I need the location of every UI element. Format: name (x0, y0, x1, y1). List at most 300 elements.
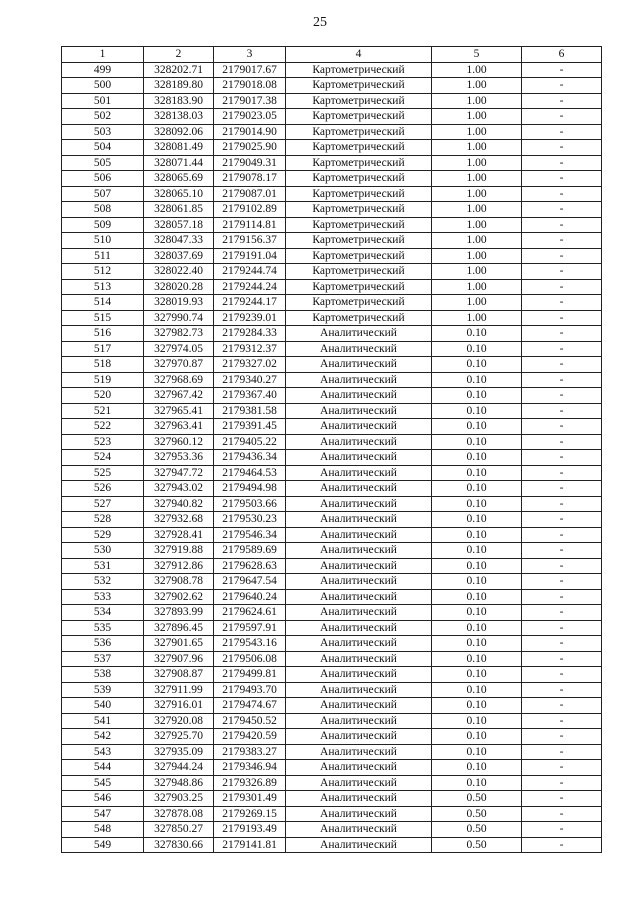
accuracy-cell: 1.00 (432, 264, 522, 280)
x-coordinate-cell: 327963.41 (144, 419, 214, 435)
accuracy-cell: 0.10 (432, 434, 522, 450)
y-coordinate-cell: 2179141.81 (214, 837, 286, 853)
table-row (62, 264, 602, 280)
note-cell: - (522, 403, 602, 419)
accuracy-cell: 1.00 (432, 233, 522, 249)
accuracy-cell: 0.10 (432, 682, 522, 698)
x-coordinate-cell: 328092.06 (144, 124, 214, 140)
accuracy-cell: 0.10 (432, 527, 522, 543)
x-coordinate-cell: 328065.10 (144, 186, 214, 202)
point-number-cell: 542 (62, 729, 144, 745)
accuracy-cell: 1.00 (432, 155, 522, 171)
method-cell: Картометрический (286, 310, 432, 326)
x-coordinate-cell: 327970.87 (144, 357, 214, 373)
table-row (62, 713, 602, 729)
accuracy-cell: 1.00 (432, 171, 522, 187)
table-row (62, 822, 602, 838)
method-cell: Аналитический (286, 512, 432, 528)
y-coordinate-cell: 2179102.89 (214, 202, 286, 218)
y-coordinate-cell: 2179474.67 (214, 698, 286, 714)
note-cell: - (522, 264, 602, 280)
x-coordinate-cell: 327967.42 (144, 388, 214, 404)
x-coordinate-cell: 327925.70 (144, 729, 214, 745)
column-header: 5 (432, 47, 522, 63)
point-number-cell: 501 (62, 93, 144, 109)
y-coordinate-cell: 2179589.69 (214, 543, 286, 559)
accuracy-cell: 0.10 (432, 651, 522, 667)
method-cell: Картометрический (286, 217, 432, 233)
accuracy-cell: 0.10 (432, 775, 522, 791)
note-cell: - (522, 233, 602, 249)
x-coordinate-cell: 327965.41 (144, 403, 214, 419)
method-cell: Картометрический (286, 295, 432, 311)
accuracy-cell: 0.10 (432, 388, 522, 404)
y-coordinate-cell: 2179244.17 (214, 295, 286, 311)
accuracy-cell: 1.00 (432, 186, 522, 202)
method-cell: Аналитический (286, 651, 432, 667)
method-cell: Аналитический (286, 682, 432, 698)
point-number-cell: 535 (62, 620, 144, 636)
accuracy-cell: 0.10 (432, 729, 522, 745)
x-coordinate-cell: 327940.82 (144, 496, 214, 512)
y-coordinate-cell: 2179640.24 (214, 589, 286, 605)
x-coordinate-cell: 327948.86 (144, 775, 214, 791)
x-coordinate-cell: 327960.12 (144, 434, 214, 450)
method-cell: Аналитический (286, 636, 432, 652)
note-cell: - (522, 155, 602, 171)
y-coordinate-cell: 2179018.08 (214, 78, 286, 94)
y-coordinate-cell: 2179193.49 (214, 822, 286, 838)
method-cell: Аналитический (286, 543, 432, 559)
table-row (62, 326, 602, 342)
method-cell: Картометрический (286, 202, 432, 218)
table-row (62, 248, 602, 264)
table-row (62, 78, 602, 94)
column-header: 4 (286, 47, 432, 63)
point-number-cell: 532 (62, 574, 144, 590)
x-coordinate-cell: 328020.28 (144, 279, 214, 295)
point-number-cell: 536 (62, 636, 144, 652)
note-cell: - (522, 357, 602, 373)
method-cell: Картометрический (286, 140, 432, 156)
method-cell: Аналитический (286, 341, 432, 357)
y-coordinate-cell: 2179326.89 (214, 775, 286, 791)
point-number-cell: 507 (62, 186, 144, 202)
method-cell: Аналитический (286, 713, 432, 729)
coordinates-table (61, 46, 602, 853)
note-cell: - (522, 574, 602, 590)
note-cell: - (522, 62, 602, 78)
x-coordinate-cell: 328138.03 (144, 109, 214, 125)
table-row (62, 806, 602, 822)
x-coordinate-cell: 328037.69 (144, 248, 214, 264)
x-coordinate-cell: 327968.69 (144, 372, 214, 388)
table-row (62, 465, 602, 481)
table-row (62, 171, 602, 187)
note-cell: - (522, 651, 602, 667)
y-coordinate-cell: 2179546.34 (214, 527, 286, 543)
method-cell: Аналитический (286, 481, 432, 497)
table-row (62, 791, 602, 807)
note-cell: - (522, 450, 602, 466)
note-cell: - (522, 93, 602, 109)
table-row (62, 605, 602, 621)
note-cell: - (522, 837, 602, 853)
y-coordinate-cell: 2179405.22 (214, 434, 286, 450)
x-coordinate-cell: 327850.27 (144, 822, 214, 838)
y-coordinate-cell: 2179436.34 (214, 450, 286, 466)
method-cell: Аналитический (286, 434, 432, 450)
point-number-cell: 543 (62, 744, 144, 760)
accuracy-cell: 0.10 (432, 403, 522, 419)
y-coordinate-cell: 2179312.37 (214, 341, 286, 357)
point-number-cell: 520 (62, 388, 144, 404)
accuracy-cell: 1.00 (432, 202, 522, 218)
y-coordinate-cell: 2179543.16 (214, 636, 286, 652)
note-cell: - (522, 558, 602, 574)
point-number-cell: 548 (62, 822, 144, 838)
method-cell: Аналитический (286, 620, 432, 636)
note-cell: - (522, 589, 602, 605)
header-row (62, 47, 602, 63)
point-number-cell: 503 (62, 124, 144, 140)
note-cell: - (522, 620, 602, 636)
column-header: 3 (214, 47, 286, 63)
accuracy-cell: 1.00 (432, 295, 522, 311)
method-cell: Аналитический (286, 760, 432, 776)
table-row (62, 760, 602, 776)
method-cell: Аналитический (286, 837, 432, 853)
note-cell: - (522, 140, 602, 156)
method-cell: Картометрический (286, 62, 432, 78)
method-cell: Аналитический (286, 403, 432, 419)
point-number-cell: 522 (62, 419, 144, 435)
y-coordinate-cell: 2179464.53 (214, 465, 286, 481)
point-number-cell: 540 (62, 698, 144, 714)
y-coordinate-cell: 2179327.02 (214, 357, 286, 373)
point-number-cell: 529 (62, 527, 144, 543)
method-cell: Аналитический (286, 357, 432, 373)
point-number-cell: 528 (62, 512, 144, 528)
method-cell: Аналитический (286, 574, 432, 590)
table-row (62, 434, 602, 450)
point-number-cell: 541 (62, 713, 144, 729)
page-number: 25 (313, 15, 327, 30)
method-cell: Аналитический (286, 527, 432, 543)
table-row (62, 481, 602, 497)
x-coordinate-cell: 328019.93 (144, 295, 214, 311)
note-cell: - (522, 527, 602, 543)
y-coordinate-cell: 2179367.40 (214, 388, 286, 404)
point-number-cell: 525 (62, 465, 144, 481)
x-coordinate-cell: 327878.08 (144, 806, 214, 822)
accuracy-cell: 0.10 (432, 698, 522, 714)
point-number-cell: 534 (62, 605, 144, 621)
table-row (62, 667, 602, 683)
column-header: 6 (522, 47, 602, 63)
x-coordinate-cell: 327896.45 (144, 620, 214, 636)
point-number-cell: 537 (62, 651, 144, 667)
accuracy-cell: 1.00 (432, 140, 522, 156)
table-row (62, 729, 602, 745)
table-row (62, 124, 602, 140)
x-coordinate-cell: 327947.72 (144, 465, 214, 481)
table-row (62, 388, 602, 404)
y-coordinate-cell: 2179269.15 (214, 806, 286, 822)
y-coordinate-cell: 2179597.91 (214, 620, 286, 636)
method-cell: Картометрический (286, 124, 432, 140)
point-number-cell: 546 (62, 791, 144, 807)
x-coordinate-cell: 327911.99 (144, 682, 214, 698)
y-coordinate-cell: 2179628.63 (214, 558, 286, 574)
x-coordinate-cell: 328071.44 (144, 155, 214, 171)
accuracy-cell: 0.10 (432, 760, 522, 776)
x-coordinate-cell: 327943.02 (144, 481, 214, 497)
table-row (62, 527, 602, 543)
x-coordinate-cell: 327912.86 (144, 558, 214, 574)
x-coordinate-cell: 327916.01 (144, 698, 214, 714)
x-coordinate-cell: 327893.99 (144, 605, 214, 621)
table-row (62, 574, 602, 590)
accuracy-cell: 0.10 (432, 636, 522, 652)
note-cell: - (522, 791, 602, 807)
x-coordinate-cell: 328183.90 (144, 93, 214, 109)
y-coordinate-cell: 2179049.31 (214, 155, 286, 171)
x-coordinate-cell: 327944.24 (144, 760, 214, 776)
method-cell: Аналитический (286, 667, 432, 683)
table-row (62, 837, 602, 853)
point-number-cell: 530 (62, 543, 144, 559)
y-coordinate-cell: 2179284.33 (214, 326, 286, 342)
accuracy-cell: 0.10 (432, 605, 522, 621)
point-number-cell: 515 (62, 310, 144, 326)
note-cell: - (522, 822, 602, 838)
method-cell: Аналитический (286, 388, 432, 404)
accuracy-cell: 1.00 (432, 248, 522, 264)
method-cell: Картометрический (286, 186, 432, 202)
method-cell: Аналитический (286, 496, 432, 512)
y-coordinate-cell: 2179383.27 (214, 744, 286, 760)
y-coordinate-cell: 2179499.81 (214, 667, 286, 683)
y-coordinate-cell: 2179391.45 (214, 419, 286, 435)
y-coordinate-cell: 2179023.05 (214, 109, 286, 125)
y-coordinate-cell: 2179078.17 (214, 171, 286, 187)
note-cell: - (522, 434, 602, 450)
method-cell: Картометрический (286, 264, 432, 280)
x-coordinate-cell: 327908.78 (144, 574, 214, 590)
table-row (62, 403, 602, 419)
accuracy-cell: 1.00 (432, 124, 522, 140)
table-row (62, 295, 602, 311)
y-coordinate-cell: 2179381.58 (214, 403, 286, 419)
accuracy-cell: 1.00 (432, 78, 522, 94)
x-coordinate-cell: 328202.71 (144, 62, 214, 78)
method-cell: Аналитический (286, 791, 432, 807)
x-coordinate-cell: 328061.85 (144, 202, 214, 218)
accuracy-cell: 0.10 (432, 341, 522, 357)
table-row (62, 636, 602, 652)
point-number-cell: 539 (62, 682, 144, 698)
note-cell: - (522, 667, 602, 683)
method-cell: Аналитический (286, 419, 432, 435)
accuracy-cell: 0.50 (432, 822, 522, 838)
point-number-cell: 523 (62, 434, 144, 450)
note-cell: - (522, 496, 602, 512)
method-cell: Аналитический (286, 822, 432, 838)
x-coordinate-cell: 327990.74 (144, 310, 214, 326)
x-coordinate-cell: 327974.05 (144, 341, 214, 357)
method-cell: Картометрический (286, 233, 432, 249)
table-row (62, 186, 602, 202)
note-cell: - (522, 78, 602, 94)
note-cell: - (522, 713, 602, 729)
y-coordinate-cell: 2179301.49 (214, 791, 286, 807)
point-number-cell: 516 (62, 326, 144, 342)
method-cell: Картометрический (286, 155, 432, 171)
method-cell: Аналитический (286, 806, 432, 822)
note-cell: - (522, 388, 602, 404)
y-coordinate-cell: 2179244.24 (214, 279, 286, 295)
accuracy-cell: 0.10 (432, 620, 522, 636)
accuracy-cell: 0.10 (432, 713, 522, 729)
table-row (62, 155, 602, 171)
accuracy-cell: 0.10 (432, 558, 522, 574)
y-coordinate-cell: 2179244.74 (214, 264, 286, 280)
note-cell: - (522, 605, 602, 621)
accuracy-cell: 0.10 (432, 512, 522, 528)
point-number-cell: 533 (62, 589, 144, 605)
point-number-cell: 527 (62, 496, 144, 512)
method-cell: Аналитический (286, 744, 432, 760)
accuracy-cell: 1.00 (432, 310, 522, 326)
table-row (62, 775, 602, 791)
accuracy-cell: 0.50 (432, 837, 522, 853)
note-cell: - (522, 124, 602, 140)
point-number-cell: 508 (62, 202, 144, 218)
table-row (62, 589, 602, 605)
method-cell: Аналитический (286, 465, 432, 481)
point-number-cell: 521 (62, 403, 144, 419)
point-number-cell: 504 (62, 140, 144, 156)
x-coordinate-cell: 328065.69 (144, 171, 214, 187)
method-cell: Аналитический (286, 558, 432, 574)
accuracy-cell: 0.10 (432, 543, 522, 559)
note-cell: - (522, 186, 602, 202)
y-coordinate-cell: 2179239.01 (214, 310, 286, 326)
note-cell: - (522, 248, 602, 264)
point-number-cell: 500 (62, 78, 144, 94)
accuracy-cell: 0.10 (432, 589, 522, 605)
y-coordinate-cell: 2179014.90 (214, 124, 286, 140)
y-coordinate-cell: 2179087.01 (214, 186, 286, 202)
point-number-cell: 509 (62, 217, 144, 233)
table-row (62, 620, 602, 636)
point-number-cell: 517 (62, 341, 144, 357)
point-number-cell: 531 (62, 558, 144, 574)
x-coordinate-cell: 327919.88 (144, 543, 214, 559)
point-number-cell: 524 (62, 450, 144, 466)
table-row (62, 651, 602, 667)
x-coordinate-cell: 327935.09 (144, 744, 214, 760)
table-row (62, 341, 602, 357)
table-row (62, 62, 602, 78)
note-cell: - (522, 171, 602, 187)
point-number-cell: 510 (62, 233, 144, 249)
method-cell: Картометрический (286, 93, 432, 109)
point-number-cell: 544 (62, 760, 144, 776)
note-cell: - (522, 310, 602, 326)
accuracy-cell: 1.00 (432, 93, 522, 109)
point-number-cell: 519 (62, 372, 144, 388)
note-cell: - (522, 341, 602, 357)
accuracy-cell: 1.00 (432, 62, 522, 78)
accuracy-cell: 0.50 (432, 806, 522, 822)
note-cell: - (522, 806, 602, 822)
method-cell: Аналитический (286, 729, 432, 745)
table-row (62, 558, 602, 574)
note-cell: - (522, 729, 602, 745)
x-coordinate-cell: 327907.96 (144, 651, 214, 667)
column-header: 2 (144, 47, 214, 63)
point-number-cell: 549 (62, 837, 144, 853)
note-cell: - (522, 295, 602, 311)
x-coordinate-cell: 327928.41 (144, 527, 214, 543)
note-cell: - (522, 698, 602, 714)
accuracy-cell: 1.00 (432, 109, 522, 125)
y-coordinate-cell: 2179114.81 (214, 217, 286, 233)
note-cell: - (522, 760, 602, 776)
note-cell: - (522, 465, 602, 481)
note-cell: - (522, 419, 602, 435)
table-row (62, 109, 602, 125)
note-cell: - (522, 775, 602, 791)
note-cell: - (522, 744, 602, 760)
point-number-cell: 511 (62, 248, 144, 264)
note-cell: - (522, 512, 602, 528)
y-coordinate-cell: 2179420.59 (214, 729, 286, 745)
table-row (62, 419, 602, 435)
x-coordinate-cell: 328022.40 (144, 264, 214, 280)
x-coordinate-cell: 327982.73 (144, 326, 214, 342)
x-coordinate-cell: 327932.68 (144, 512, 214, 528)
point-number-cell: 505 (62, 155, 144, 171)
table-row (62, 450, 602, 466)
note-cell: - (522, 202, 602, 218)
accuracy-cell: 0.10 (432, 419, 522, 435)
accuracy-cell: 0.10 (432, 326, 522, 342)
y-coordinate-cell: 2179494.98 (214, 481, 286, 497)
point-number-cell: 545 (62, 775, 144, 791)
method-cell: Аналитический (286, 372, 432, 388)
table-row (62, 496, 602, 512)
method-cell: Картометрический (286, 171, 432, 187)
table-row (62, 217, 602, 233)
method-cell: Картометрический (286, 248, 432, 264)
x-coordinate-cell: 327902.62 (144, 589, 214, 605)
table-row (62, 140, 602, 156)
accuracy-cell: 0.50 (432, 791, 522, 807)
method-cell: Аналитический (286, 605, 432, 621)
table-row (62, 93, 602, 109)
point-number-cell: 499 (62, 62, 144, 78)
accuracy-cell: 0.10 (432, 481, 522, 497)
table-row (62, 744, 602, 760)
table-row (62, 310, 602, 326)
method-cell: Картометрический (286, 78, 432, 94)
column-header: 1 (62, 47, 144, 63)
y-coordinate-cell: 2179530.23 (214, 512, 286, 528)
x-coordinate-cell: 327901.65 (144, 636, 214, 652)
